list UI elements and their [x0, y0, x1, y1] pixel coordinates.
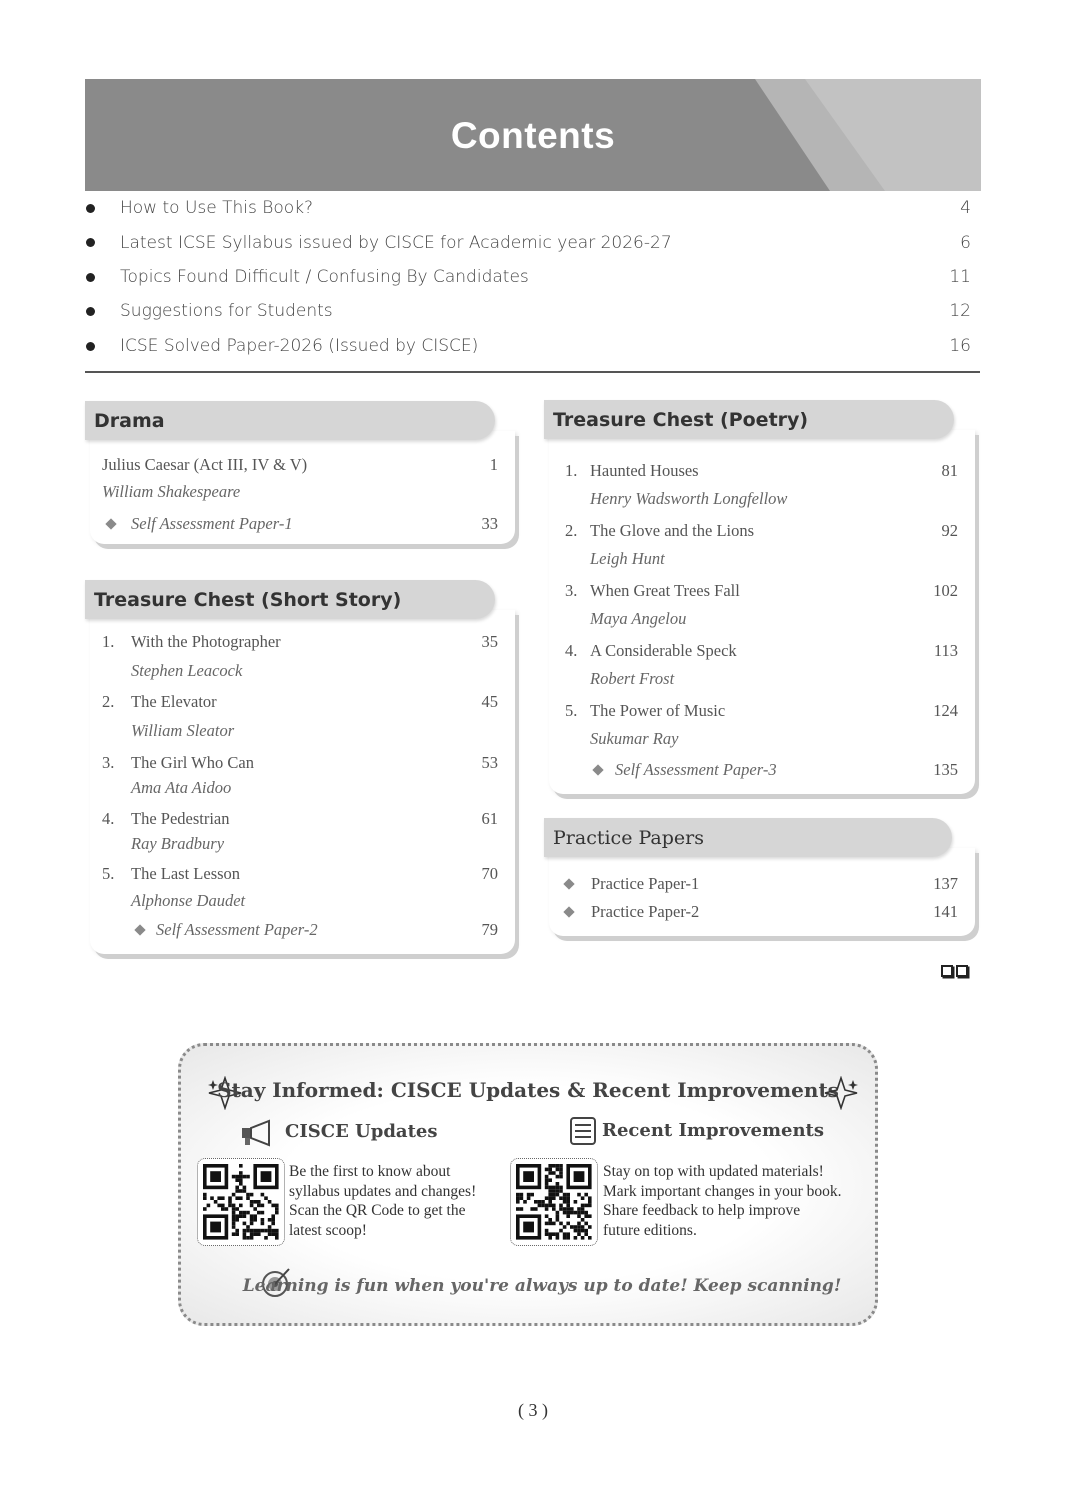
- sparkle-icon: [823, 1076, 859, 1110]
- entry-page: 53: [481, 753, 498, 772]
- front-matter-item[interactable]: [85, 329, 980, 363]
- entry-author: Leigh Hunt: [590, 549, 665, 568]
- entry-page: 45: [481, 692, 498, 711]
- entry-title: Julius Caesar (Act III, IV & V): [102, 455, 308, 474]
- contents-banner: [85, 79, 981, 191]
- item-page: 12: [949, 301, 971, 322]
- desc-line: Scan the QR Code to get the: [289, 1202, 466, 1219]
- cisce-updates-heading: CISCE Updates: [285, 1121, 438, 1142]
- item-page: 16: [949, 335, 971, 356]
- info-title: Stay Informed: CISCE Updates & Recent Improvements: [217, 1078, 839, 1102]
- diamond-icon: [105, 518, 116, 529]
- desc-line: Mark important changes in your book.: [603, 1182, 842, 1200]
- entry-title: Practice Paper-1: [591, 874, 700, 893]
- entry-title: The Last Lesson: [131, 864, 241, 883]
- end-of-section-marks: [941, 964, 971, 978]
- entry-author: Stephen Leacock: [131, 661, 243, 680]
- entry-page: 141: [933, 902, 958, 921]
- list-icon: [569, 1116, 597, 1146]
- front-matter-item[interactable]: [85, 294, 980, 328]
- item-title: Suggestions for Students: [120, 301, 333, 322]
- cisce-updates-description: [289, 1162, 476, 1240]
- entry-author: Sukumar Ray: [590, 729, 679, 748]
- item-title: Latest ICSE Syllabus issued by CISCE for Academic year 2026-27: [120, 232, 672, 253]
- desc-line: Stay on top with updated materials!: [603, 1163, 824, 1180]
- bullet-icon: [86, 238, 95, 247]
- front-matter-item[interactable]: [85, 191, 980, 225]
- entry-number: 5.: [565, 701, 578, 720]
- entry-author: Robert Frost: [590, 669, 675, 688]
- entry-number: 1.: [102, 632, 115, 651]
- section-heading: Drama: [85, 401, 495, 440]
- entry-page: 92: [941, 521, 958, 540]
- desc-line: Be the first to know about: [289, 1163, 451, 1180]
- section-heading: Treasure Chest (Short Story): [85, 580, 495, 619]
- section-heading: Practice Papers: [544, 818, 952, 857]
- page-title: Contents: [450, 115, 616, 156]
- box-mark-icon: [956, 965, 968, 977]
- entry-page: 137: [933, 874, 958, 893]
- page-number: ( 3 ): [518, 1400, 548, 1420]
- entry-title: The Elevator: [131, 692, 217, 711]
- desc-line: Share feedback to help improve: [603, 1202, 801, 1219]
- entry-number: 4.: [565, 641, 578, 660]
- bullet-icon: [86, 204, 95, 213]
- entry-author: William Sleator: [131, 721, 235, 740]
- entry-page: 124: [933, 701, 958, 720]
- entry-page: 79: [481, 920, 498, 939]
- desc-line: future editions.: [603, 1221, 697, 1239]
- item-page: 6: [960, 232, 971, 253]
- entry-title: The Pedestrian: [131, 809, 230, 828]
- entry-author: William Shakespeare: [102, 482, 241, 501]
- entry-title: Self Assessment Paper-3: [615, 760, 777, 779]
- bullet-icon: [86, 273, 95, 282]
- section-body: [90, 610, 515, 954]
- item-title: How to Use This Book?: [120, 198, 314, 219]
- diamond-icon: [134, 924, 145, 935]
- entry-title: The Girl Who Can: [131, 753, 254, 772]
- entry-number: 5.: [102, 864, 115, 883]
- entry-title: A Considerable Speck: [590, 641, 737, 660]
- diamond-icon: [563, 906, 574, 917]
- bullet-icon: [86, 342, 95, 351]
- entry-title: Self Assessment Paper-2: [156, 920, 318, 939]
- entry-title: When Great Trees Fall: [590, 581, 740, 600]
- entry-title: The Glove and the Lions: [590, 521, 755, 540]
- entry-title: Self Assessment Paper-1: [131, 514, 293, 533]
- section-body: [549, 848, 975, 936]
- desc-line: syllabus updates and changes!: [289, 1182, 477, 1200]
- entry-title: The Power of Music: [590, 701, 726, 720]
- entry-page: 135: [933, 760, 958, 779]
- bullet-icon: [86, 307, 95, 316]
- stay-informed-box: [178, 1043, 878, 1326]
- section-body: [90, 431, 515, 544]
- desc-line: latest scoop!: [289, 1221, 367, 1239]
- entry-title: With the Photographer: [131, 632, 281, 651]
- entry-page: 35: [481, 632, 498, 651]
- entry-number: 2.: [102, 692, 115, 711]
- item-page: 11: [949, 266, 971, 287]
- entry-page: 113: [933, 641, 958, 660]
- entry-number: 3.: [565, 581, 578, 600]
- entry-author: Maya Angelou: [590, 609, 687, 628]
- entry-number: 1.: [565, 461, 578, 480]
- entry-author: Ray Bradbury: [131, 834, 225, 853]
- entry-author: Henry Wadsworth Longfellow: [590, 489, 788, 508]
- entry-page: 102: [933, 581, 958, 600]
- entry-number: 2.: [565, 521, 578, 540]
- item-page: 4: [960, 198, 971, 219]
- diamond-icon: [592, 764, 603, 775]
- entry-author: Alphonse Daudet: [131, 891, 246, 910]
- entry-title: Practice Paper-2: [591, 902, 700, 921]
- recent-improvements-description: [603, 1162, 841, 1240]
- entry-number: 3.: [102, 753, 115, 772]
- entry-page: 1: [489, 455, 498, 474]
- entry-page: 33: [481, 514, 498, 533]
- info-tagline: Learning is fun when you're always up to date! Keep scanning!: [242, 1276, 842, 1296]
- recent-improvements-heading: Recent Improvements: [602, 1120, 824, 1141]
- diamond-icon: [563, 878, 574, 889]
- front-matter-item[interactable]: [85, 225, 980, 259]
- qr-code-icon[interactable]: [197, 1158, 285, 1246]
- item-title: Topics Found Difficult / Confusing By Candidates: [120, 266, 529, 287]
- front-matter-item[interactable]: [85, 260, 980, 294]
- qr-code-icon[interactable]: [510, 1158, 598, 1246]
- entry-number: 4.: [102, 809, 115, 828]
- entry-page: 81: [941, 461, 958, 480]
- entry-page: 61: [481, 809, 498, 828]
- entry-page: 70: [481, 864, 498, 883]
- front-matter-list: [85, 191, 980, 373]
- item-title: ICSE Solved Paper-2026 (Issued by CISCE): [120, 335, 479, 356]
- entry-author: Ama Ata Aidoo: [131, 778, 232, 797]
- section-body: [549, 430, 975, 794]
- megaphone-icon: [239, 1119, 275, 1147]
- entry-title: Haunted Houses: [590, 461, 699, 480]
- box-mark-icon: [941, 965, 953, 977]
- section-heading: Treasure Chest (Poetry): [544, 400, 954, 439]
